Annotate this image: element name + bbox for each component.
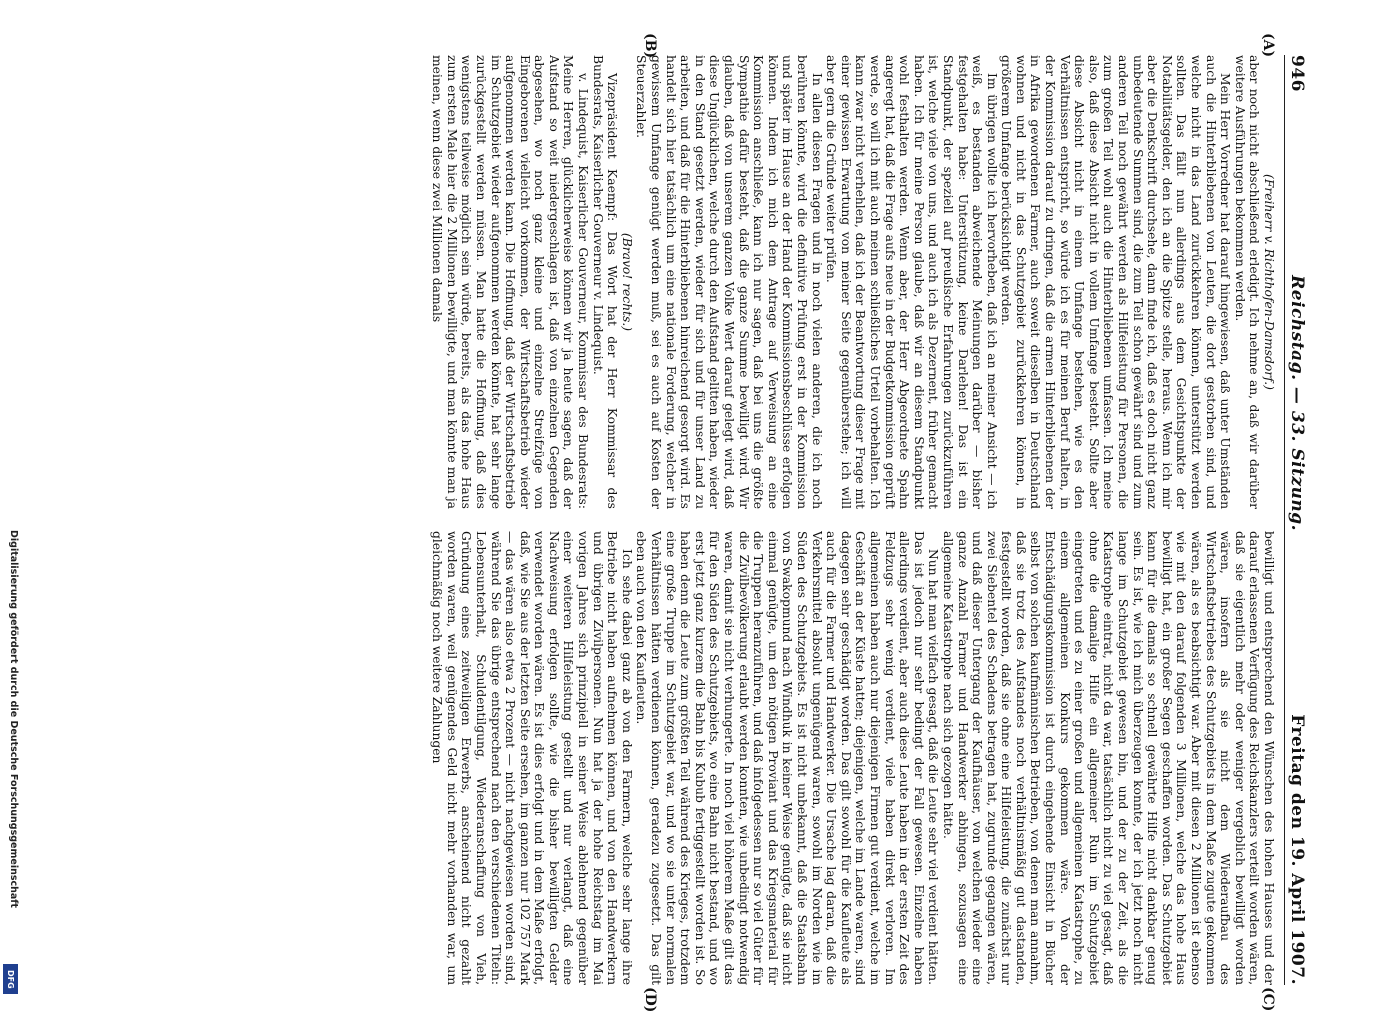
paragraph: In allen diesen Fragen und in noch vielen anderen, die ich noch berühren könnte, wird die definitive Prüfung erst in der Kommission und später im Hause an der Hand der Kommissionsbeschlüsse erfolgen können. Indem ich mich dem Antrage auf Verweisung an eine Kommission anschließe, kann ich nur sagen, daß bei uns die größte Sympathie dafür besteht, daß die ganze Summe bewilligt wird. Wir glauben, daß von unserem ganzen Volke Wert darauf gelegt wird, daß diese Unglücklichen, welche durch den Aufstand gelitten haben, wieder in den Stand gesetzt werden, wieder für sich und für unser Land zu arbeiten, und daß für die Hinterbliebenen hinreichend gesorgt wird. Es handelt sich hier tatsächlich um eine nationale Forderung, welcher in gewissem Umfange genügt werden muß, sei es auch auf Kosten der Steuerzahler.: [634, 55, 824, 509]
paragraph: aber noch nicht abschließend erledigt. Ich nehme an, daß wir darüber weitere Ausführungen bekommen werden.: [1232, 55, 1262, 509]
header-title: Reichstag. — 33. Sitzung.: [1287, 275, 1307, 532]
speaker-reference: (Freiherr v. Richthofen-Damsdorf.): [1262, 174, 1276, 390]
paragraph: bewilligt und entsprechend den Wünschen des hohen Hauses und der darauf erlassenen Verfügung des Reichskanzlers verteilt worden wären, daß sie eigentlich mehr oder weniger vergeblich bewilligt worden wären, insofern als sie nicht dem Wiederaufbau des Wirtschaftsbetriebes des Schutzgebiets in dem Maße zugute gekommen wären, als es beabsichtigt war. Aber mit diesen 2 Millionen ist ebenso wie mit den darauf folgenden 3 Millionen, welche das hohe Haus bewilligt hat, ein großer Segen geschaffen worden. Das Schutzgebiet kann für die damals so schnell gewährte Hilfe nicht dankbar genug sein. Es ist, wie ich mich überzeugen konnte, der ich jetzt noch nicht lange im Schutzgebiet gewesen bin, und der zu der Zeit, als die Katastrophe eintrat, nicht da war, tatsächlich nicht zu viel gesagt, daß ohne die damalige Hilfe ein allgemeiner Ruin im Schutzgebiet eingetreten und es zu einer großen und allgemeinen Katastrophe, zu einem allgemeinen Konkurs gekommen wäre. Von der Entschädigungskommission ist durch eingehende Einsicht in Bücher selbst von solchen kaufmännischen Betrieben, von denen man annahm, daß sie trotz des Aufstandes noch verhältnismäßig gut dastanden, festgestellt worden, daß sie ohne eine Hilfeleistung, die zunächst nur zwei Siebentel des Schadens betragen hat, zugrunde gegangen wären, und daß dieser Untergang der Kaufhäuser, von welchen wieder eine ganze Anzahl Farmer und Handwerker abhingen, sozusagen eine allgemeine Katastrophe nach sich gezogen hätte.: [940, 531, 1276, 985]
digitization-footer: [1, 530, 23, 1000]
digitization-credit: Digitalisierung gefördert durch die Deutsche Forschungsgemeinschaft: [8, 530, 19, 908]
paragraph: v. Lindequist, Kaiserlicher Gouverneur, Kommissar des Bundesrats: Meine Herren, glücklicherweise können wir ja heute sagen, daß der Aufstand so weit niedergeschlagen ist, daß von einzelnen Gegenden abgesehen, wo noch ganz kleine und einzelne Streifzüge von Eingeborenen vielleicht vorkommen, der Wirtschaftsbetrieb wieder aufgenommen werden kann. Die Hoffnung, daß der Wirtschaftsbetrieb im Schutzgebiet wieder aufgenommen werden könnte, hat sehr lange zurückgestellt werden müssen. Man hatte die Hoffnung, daß dies wenigstens teilweise möglich sein würde, bereits, als das hohe Haus zum ersten Male hier die 2 Millionen bewilligte, und man könnte man ja meinen, wenn diese zwei Millionen damals: [430, 55, 591, 509]
page-header: [1284, 55, 1318, 985]
paragraph: Vizepräsident Kaempf: Das Wort hat der Herr Kommissar des Bundesrats, Kaiserlicher Gouverneur v. Lindequist.: [590, 55, 620, 509]
paragraph: Mein Herr Vorredner hat darauf hingewiesen, daß unter Umständen auch die Hinterbliebenen von Leuten, die dort gestorben sind, und welche nicht in das Land zurückkehren können, unterstützt werden sollten. Das fällt nun allerdings aus dem Gesichtspunkte der Notabilitätsgelder, den ich an die Spitze stelle, heraus. Wenn ich mir aber die Denkschrift durchsehe, dann finde ich, daß es doch nicht ganz unbedeutende Summen sind, die zum Teil schon gewährt sind und zum anderen Teil noch gewährt werden als Hilfeleistung für Personen, die zum großen Teil wohl auch die Hinterbliebenen umfassen. Ich meine also, daß diese Absicht nicht in vollem Umfange besteht. Sollte aber diese Absicht nicht in einem Umfange bestehen, wie es den Verhältnissen entspricht, so würde ich es für meinen Beruf halten, in der Kommission darauf zu dringen, daß die armen Hinterbliebenen der in Afrika gewordenen Farmer, auch soweit dieselben in Deutschland wohnen und nicht in das Schutzgebiet zurückkehren können, in größerem Umfange berücksichtigt werden.: [999, 55, 1233, 509]
applause-note: (Bravo! rechts.): [619, 232, 634, 332]
rotated-print-page: [28, 33, 1318, 1012]
right-column: [36, 531, 1276, 985]
paragraph: Im übrigen wollte ich hervorheben, daß ich an meiner Ansicht — ich weiß, es bestanden abweichende Meinungen darüber — bisher festgehalten habe: Unterstützung, keine Darlehen! Das ist ein Standpunkt, der speziell auf preußische Erfahrungen zurückzuführen ist, welche viele von uns, und auch ich als Dezernent, früher gemacht haben. Ich für meine Person glaube, daß wir an diesem Standpunkt wohl festhalten werden. Wenn aber, der Herr Abgeordnete Spahn angeregt hat, daß die Frage aufs neue in der Budgetkommission geprüft werde, so will ich mit auch meinen schließliches Urteil vorbehalten. Ich kann zwar nicht verhehlen, daß ich der Beantwortung dieser Frage mit einer gewissen Erwartung von meiner Seite gegenüberstehe; ich will aber gern die Gründe weiter prüfen.: [824, 55, 999, 509]
left-column: [36, 55, 1276, 509]
text-columns: [36, 55, 1276, 985]
dfg-logo: DFG: [3, 964, 18, 994]
page-number: 946: [1287, 55, 1307, 92]
margin-mark-a: (A): [1260, 33, 1276, 58]
paragraph: Nun hat man vielfach gesagt, daß die Leute sehr viel verdient hätten. Das ist jedoch nur sehr bedingt der Fall gewesen. Einzelne haben allerdings verdient, aber auch diese Leute haben in der ersten Zeit des Feldzugs sehr wenig verdient, viele haben direkt verloren. Im allgemeinen haben auch nur diejenigen Firmen gut verdient, welche im Geschäft an der Küste hatten; diejenigen, welche im Lande waren, sind dagegen sehr geschädigt worden. Das gilt sowohl für die Kaufleute als auch für die Farmer und Handwerker. Die Ursache lag daran, daß die Verkehrsmittel absolut ungenügend waren, sowohl im Norden wie im Süden des Schutzgebiets. Es ist nicht unbekannt, daß die Staatsbahn von Swakopmund nach Windhuk in keiner Weise genügte, daß sie nicht einmal genügte, um den nötigen Proviant und das Kriegsmaterial für die Truppen heranzuführen, und daß infolgedessen nur so viel Güter für die Zivilbevölkerung erlaubt werden konnten, wie unbedingt notwendig waren, damit sie nicht verhungerte. In noch viel höherem Maße gilt das für den Süden des Schutzgebiets, wo eine Bahn nicht bestand, und wo erst jetzt ganz kurzem die Bahn bis Kubub fertiggestellt worden ist. So haben denn die Leute zum größten Teil während des Krieges, trotzdem eine große Truppe im Schutzgebiet war, und wo sie unter normalen Verhältnissen hätten verdienen können, geradezu zugesetzt. Das gilt eben auch von den Kaufleuten.: [634, 531, 941, 985]
margin-mark-b: (B): [642, 33, 658, 59]
margin-mark-c: (C): [1260, 987, 1276, 1012]
paragraph: Ich sehe dabei ganz ab von den Farmern, welche sehr lange ihre Betriebe nicht haben aufnehmen können, und von den Handwerkern und übrigen Zivilpersonen. Nun hat ja der hohe Reichstag im Mai vorigen Jahres sich prinzipiell in seiner Weise ablehnend gegenüber einer weiteren Hilfeleistung gestellt und nur verlangt, daß eine Nachweisung erfolgen sollte, wie die bisher bewilligten Gelder verwendet worden wären. Es ist dies erfolgt und in dem Maße erfolgt, daß, wie Sie aus der letzten Seite ersehen, im ganzen nur 102 757 Mark — das wären also etwa 2 Prozent — nicht nachgewiesen worden sind, während Sie das übrige entsprechend nach den verschiedenen Titeln: Lebensunterhalt, Schuldentilgung, Wiederanschaffung von Vieh, Gründung eines zeitweiligen Erwerbs, anscheinend nicht gezahlt worden waren, weil genügendes Geld nicht mehr vorhanden war, um gleichmäßig noch weitere Zahlungen: [430, 531, 634, 985]
margin-mark-d: (D): [642, 987, 658, 1012]
header-date: Freitag den 19. April 1907.: [1287, 714, 1307, 985]
